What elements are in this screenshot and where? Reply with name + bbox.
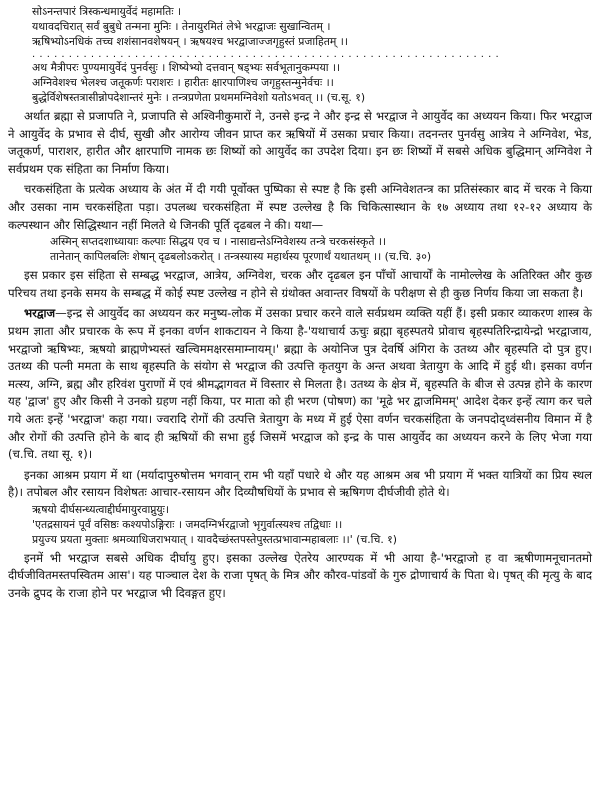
verse-block-1	[8, 4, 592, 49]
verse-block-3	[8, 234, 592, 264]
verse-line: ऋषिभ्योऽनधिकं तच्च शशंसानवशेषयन् । ऋषयश्च भरद्वाजाज्जगृहुस्तं प्रजाहितम् ।।	[32, 35, 348, 48]
verse-line: प्रयुज्य प्रयता मुक्ताः श्रमव्याधिजराभयात् । यावदैच्छंस्तपस्तेपुस्तत्प्रभावान्महाबलाः ।।' (च.चि. १)	[32, 532, 398, 546]
paragraph-5: इनका आश्रम प्रयाग में था (मर्यादापुरुषोत्तम भगवान् राम भी यहाँ पधारे थे और यह आश्रम अब भी प्रयाग में भक्त यात्रियों का प्रिय स्थल है)। तपोबल और रसायन विशेषतः आचार-रसायन और दिव्यौषधियों के प्रभाव से ऋषिगण दीर्घजीवी होते थे।	[8, 467, 592, 500]
verse-line: यथावदचिरात् सर्वं बुबुधे तन्मना मुनिः । तेनायुरमितं लेभे भरद्वाजः सुखान्वितम् ।	[32, 20, 331, 33]
paragraph-6: इनमें भी भरद्वाज सबसे अधिक दीर्घायु हुए। इसका उल्लेख ऐतरेय आरण्यक में भी आया है-'भरद्वाजो ह वा ऋषीणामनूचानतमो दीर्घजीवितमस्तपस्वितम आस'। यह पाञ्चाल देश के राजा पृषत् के मित्र और कौरव-पांडवों के गुरु द्रोणाचार्य के पिता थे। पृषत् की मृत्यु के बाद उनके द्रुपद के राजा होने पर भरद्वाज भी दिवङ्गत हुए।	[8, 550, 592, 601]
verse-line: अग्निवेशश्च भेलश्च जतूकर्णः पराशरः । हारीतः क्षारपाणिश्च जगृहुस्तन्मुनेर्वचः ।।	[32, 76, 334, 89]
verse-block-2	[8, 60, 592, 105]
verse-line: तानेतान् कापिलबलिः शेषान् दृढबलोऽकरोत् । तन्त्रस्यास्य महार्थस्य पूरणार्थं यथातथम् ।। (च.चि. ३०)	[50, 250, 432, 264]
paragraph-4	[8, 305, 592, 463]
paragraph-2: चरकसंहिता के प्रत्येक अध्याय के अंत में दी गयी पूर्वोक्त पुष्पिका से स्पष्ट है कि इसी अग्निवेशतन्त्र का प्रतिसंस्कार बाद में चरक ने किया और उसका नाम चरकसंहिता पड़ा। उपलब्ध चरकसंहिता में स्पष्ट उल्लेख है कि चिकित्सास्थान के १७ अध्याय तथा १२-१२ अध्याय के कल्पस्थान और सिद्धिस्थान नहीं मिलते थे जिनकी पूर्ति दृढबल ने की। यथा—	[8, 182, 592, 232]
verse-line: सोऽनन्तपारं त्रिस्कन्धमायुर्वेदं महामतिः ।	[32, 5, 182, 18]
verse-block-4	[8, 502, 592, 547]
verse-line: अथ मैत्रीपरः पुण्यमायुर्वेदं पुनर्वसुः । शिष्येभ्यो दत्तवान् षड्भ्यः सर्वभूतानुकम्पया ।।	[32, 61, 341, 74]
paragraph-1: अर्थात ब्रह्मा से प्रजापति ने, प्रजापति से अश्विनीकुमारों ने, उनसे इन्द्र ने और इन्द्र से भरद्वाज ने आयुर्वेद का अध्ययन किया। फिर भरद्वाज ने आयुर्वेद के प्रभाव से दीर्घ, सुखी और आरोग्य जीवन प्राप्त कर ऋषियों में उसका प्रचार किया। तदनन्तर पुनर्वसु आत्रेय ने अग्निवेश, भेड, जतूकर्ण, पाराशर, हारीत और क्षारपाणि नामक छः शिष्यों को आयुर्वेद का उपदेश दिया। इन छः शिष्यों में सबसे अधिक बुद्धिमान् अग्निवेश ने सर्वप्रथम एक संहिता का निर्माण किया।	[8, 109, 592, 176]
verse-line: ऋषयो दीर्घसन्ध्यत्वाद्दीर्घमायुरवाप्नुयुः।	[32, 502, 169, 516]
verse-line: अस्मिन् सप्तदशाध्यायाः कल्पाः सिद्धय एव च । नासाद्यन्तेऽग्निवेशस्य तन्त्रे चरकसंस्कृते ।।	[50, 235, 387, 249]
section-heading: भरद्वाज	[24, 306, 56, 321]
paragraph-4-body: —इन्द्र से आयुर्वेद का अध्ययन कर मनुष्य-लोक में उसका प्रचार करने वाले सर्वप्रथम व्यक्ति यहीं हैं। इसी प्रकार व्याकरण शास्त्र के प्रथम ज्ञाता और प्रचारक के रूप में इनका वर्णन शाकटायन ने किया है-'यथाचार्य ऊचुः ब्रह्मा बृहस्पतये प्रोवाच बृहस्पतिरिन्द्रायेन्द्रो भरद्वाजाय, भरद्वाजो ऋषिभ्यः, ऋषयो ब्राह्मणेभ्यस्तं खल्विममक्षरसमाम्नायम्।' ब्रह्मा के अयोनिज पुत्र देवर्षि अंगिरा के उतथ्य और बृहस्पति दो पुत्र हुए। उतथ्य की पत्नी ममता के साथ बृहस्पति के संयोग से भरद्वाज की उत्पत्ति कृतयुग के अन्त अथवा त्रेतायुग के आदि में हुई थी। इसका वर्णन मत्स्य, अग्नि, ब्रह्म और हरिवंश पुराणों में एवं श्रीमद्भागवत में विस्तार से मिलता है। उतथ्य के क्षेत्र में, बृहस्पति के बीज से उत्पन्न होने के कारण यह 'द्वाज' हुए और किसी ने उनको ग्रहण नहीं किया, पर माता को ही भरण (पोषण) का 'मूढे भर द्वाजमिमम्' आदेश देकर इन्हें त्याग कर चले गये अतः इन्हें 'भरद्वाज' कहा गया। ज्वरादि रोगों की उत्पत्ति त्रेतायुग के मध्य में हुई ऐसा वर्णन चरकसंहिता के जनपदोद्ध्वंसनीय विमान में है और रोगों की उत्पत्ति होने के बाद ही ऋषियों की सभा हुई जिसमें भरद्वाज को इन्द्र के पास आयुर्वेद का अध्ययन करने के लिए भेजा गया (च.चि. तथा सू. १)।	[8, 306, 592, 462]
paragraph-3: इस प्रकार इस संहिता से सम्बद्ध भरद्वाज, आत्रेय, अग्निवेश, चरक और दृढबल इन पाँचों आचार्यों के नामोल्लेख के अतिरिक्त और कुछ परिचय तथा इनके समय के सम्बद्ध में कोई स्पष्ट उल्लेख न होने से ग्रंथोक्त अवान्तर विषयों के परीक्षण से ही कुछ निर्णय किया जा सकता है।	[8, 268, 592, 300]
verse-line: बुद्धेर्विशेषस्तत्रासीन्नोपदेशान्तरं मुनेः । तन्त्रप्रणेता प्रथममग्निवेशो यतोऽभवत् ।। (च.सू. १)	[32, 91, 366, 104]
ellipsis-divider: . . . . . . . . . . . . . . . . . . . . . . . . . . . . . . . . . . . . . . . . . . . . . . . . . . . . . . . . . . . . . . . .	[32, 49, 500, 60]
verse-line: 'एतद्रसायनं पूर्वं वसिष्ठः कश्यपोऽङ्गिराः । जमदग्निर्भरद्वाजो भृगुर्वात्स्यश्च तद्विधाः ।।	[32, 517, 343, 531]
